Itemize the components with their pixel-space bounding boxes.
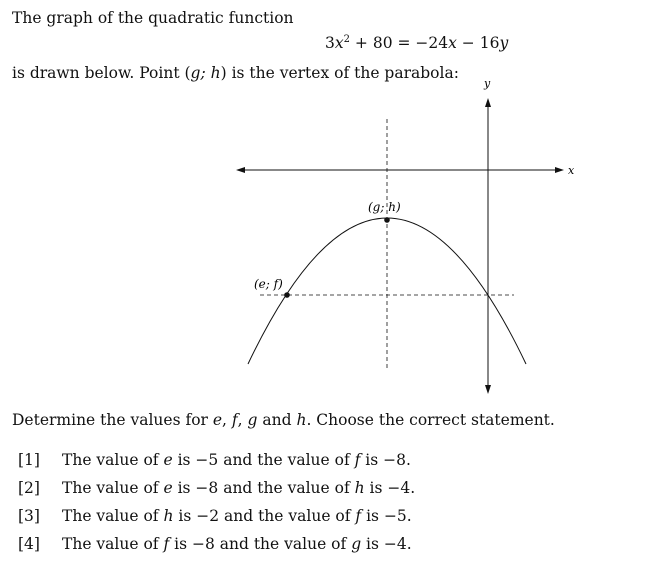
q-after: . Choose the correct statement. bbox=[306, 411, 555, 429]
question-text bbox=[12, 411, 555, 429]
option-text-c: is −8. bbox=[360, 451, 411, 469]
option-number: [2] bbox=[18, 479, 40, 497]
q-comma-2: , bbox=[237, 411, 248, 429]
option-text-a: The value of bbox=[62, 535, 164, 553]
y-axis-label: y bbox=[484, 77, 491, 90]
option-var-2: g bbox=[351, 535, 362, 553]
option-text-a: The value of bbox=[62, 479, 164, 497]
quadratic-equation bbox=[325, 34, 508, 52]
option-text-a: The value of bbox=[62, 507, 164, 525]
x-axis-right-arrow bbox=[555, 167, 564, 173]
option-text-b: is −5 and the value of bbox=[172, 451, 355, 469]
option-var-2: h bbox=[354, 479, 365, 497]
option-3[interactable] bbox=[18, 507, 412, 525]
eq-minus: − 16 bbox=[456, 34, 500, 53]
option-4[interactable] bbox=[18, 535, 412, 553]
option-2[interactable] bbox=[18, 479, 415, 497]
eq-middle: + 80 = −24 bbox=[350, 34, 449, 53]
intro-text: The graph of the quadratic function bbox=[12, 9, 294, 27]
x-axis-label: x bbox=[568, 164, 575, 177]
eq-var-x: x bbox=[334, 34, 344, 53]
q-and: and bbox=[257, 411, 297, 429]
q-var-e: e bbox=[212, 411, 223, 429]
option-var-2: f bbox=[354, 451, 361, 469]
y-axis-top-arrow bbox=[485, 98, 491, 107]
option-number: [1] bbox=[18, 451, 40, 469]
option-text-c: is −4. bbox=[361, 535, 412, 553]
option-text-b: is −8 and the value of bbox=[169, 535, 352, 553]
option-text-c: is −5. bbox=[361, 507, 412, 525]
parabola-graph bbox=[230, 72, 590, 402]
option-number: [4] bbox=[18, 535, 40, 553]
intro2-after: ) is the vertex of the parabola: bbox=[220, 64, 459, 82]
q-var-f: f bbox=[231, 411, 238, 429]
option-1[interactable] bbox=[18, 451, 411, 469]
option-text-c: is −4. bbox=[364, 479, 416, 497]
option-text-b: is −8 and the value of bbox=[172, 479, 355, 497]
point-e-f bbox=[284, 292, 290, 298]
vertex-point bbox=[384, 217, 390, 223]
eq-exponent: 2 bbox=[343, 34, 350, 45]
vertex-label: (g; h) bbox=[368, 200, 401, 214]
option-text-b: is −2 and the value of bbox=[173, 507, 356, 525]
option-number: [3] bbox=[18, 507, 40, 525]
point-label: (e; f) bbox=[254, 277, 283, 291]
q-var-h: h bbox=[296, 411, 307, 429]
intro2-before: is drawn below. Point ( bbox=[12, 64, 191, 82]
eq-var-y: y bbox=[499, 34, 509, 53]
option-var-2: f bbox=[355, 507, 362, 525]
option-var-1: e bbox=[163, 451, 173, 469]
option-var-1: f bbox=[163, 535, 170, 553]
y-axis-bottom-arrow bbox=[485, 385, 491, 394]
q-comma-1: , bbox=[222, 411, 232, 429]
option-text-a: The value of bbox=[62, 451, 164, 469]
option-var-1: h bbox=[163, 507, 174, 525]
option-var-1: e bbox=[163, 479, 173, 497]
x-axis-left-arrow bbox=[236, 167, 245, 173]
eq-coef: 3 bbox=[325, 34, 335, 53]
q-before: Determine the values for bbox=[12, 411, 213, 429]
q-var-g: g bbox=[247, 411, 258, 429]
eq-var-x2: x bbox=[448, 34, 457, 53]
intro2-vars: g; h bbox=[190, 64, 221, 82]
